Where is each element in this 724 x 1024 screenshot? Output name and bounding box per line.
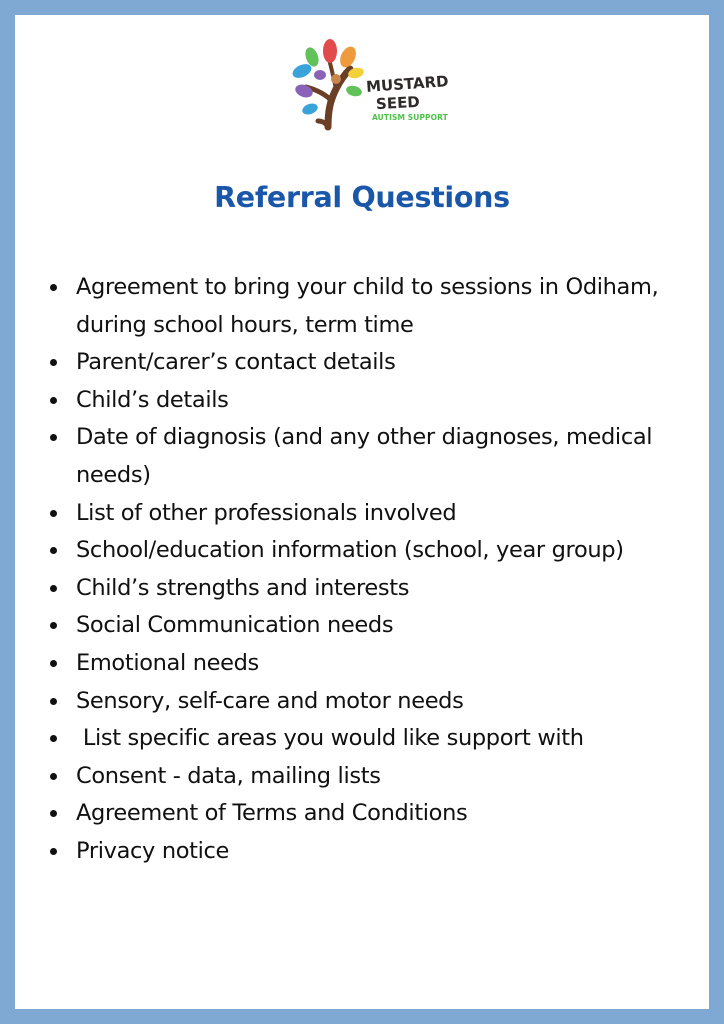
list-item-text: Agreement to bring your child to sessions in Odiham, during school hours, term time bbox=[76, 274, 666, 338]
tree-logo-icon bbox=[284, 31, 374, 131]
list-item-text: Consent - data, mailing lists bbox=[76, 762, 381, 789]
bullet-icon bbox=[50, 284, 57, 291]
bullet-icon bbox=[50, 698, 57, 705]
bullet-icon bbox=[50, 585, 57, 592]
logo-subtitle: AUTISM SUPPORT bbox=[372, 113, 448, 122]
list-item-text: Social Communication needs bbox=[76, 612, 394, 639]
list-item-text: Child’s strengths and interests bbox=[76, 574, 410, 601]
list-item-text: Privacy notice bbox=[76, 837, 230, 864]
list-item bbox=[50, 795, 690, 833]
list-item bbox=[50, 269, 690, 344]
bullet-icon bbox=[50, 434, 57, 441]
list-item bbox=[50, 720, 690, 758]
list-item bbox=[50, 758, 690, 796]
referral-questions-list bbox=[50, 269, 690, 871]
bullet-icon bbox=[50, 810, 57, 817]
list-item-text: Parent/carer’s contact details bbox=[76, 349, 396, 376]
list-item bbox=[50, 495, 690, 533]
list-item bbox=[50, 382, 690, 420]
logo-text-seed: SEED bbox=[375, 92, 421, 114]
bullet-icon bbox=[50, 510, 57, 517]
list-item-text: Sensory, self-care and motor needs bbox=[76, 687, 464, 714]
list-item bbox=[50, 833, 690, 871]
list-item-text: List of other professionals involved bbox=[76, 499, 457, 526]
bullet-icon bbox=[50, 547, 57, 554]
list-item bbox=[50, 532, 690, 570]
list-item bbox=[50, 683, 690, 721]
mustard-seed-logo bbox=[284, 31, 454, 131]
document-page bbox=[15, 15, 709, 1009]
list-item-text: Child’s details bbox=[76, 386, 229, 413]
list-item bbox=[50, 570, 690, 608]
bullet-icon bbox=[50, 359, 57, 366]
list-item bbox=[50, 645, 690, 683]
list-item-text: School/education information (school, year group) bbox=[76, 537, 624, 564]
page-title: Referral Questions bbox=[214, 181, 510, 214]
list-item-text: Agreement of Terms and Conditions bbox=[76, 800, 468, 827]
list-item-text: Date of diagnosis (and any other diagnoses, medical needs) bbox=[76, 424, 660, 488]
list-item-text: Emotional needs bbox=[76, 649, 259, 676]
logo-text-mustard: MUSTARD bbox=[365, 72, 450, 96]
bullet-icon bbox=[50, 622, 57, 629]
bullet-icon bbox=[50, 660, 57, 667]
list-item-text: List specific areas you would like support with bbox=[76, 725, 584, 752]
list-item bbox=[50, 344, 690, 382]
bullet-icon bbox=[50, 735, 57, 742]
list-item bbox=[50, 419, 690, 494]
list-item bbox=[50, 607, 690, 645]
bullet-icon bbox=[50, 397, 57, 404]
bullet-icon bbox=[50, 773, 57, 780]
bullet-icon bbox=[50, 848, 57, 855]
